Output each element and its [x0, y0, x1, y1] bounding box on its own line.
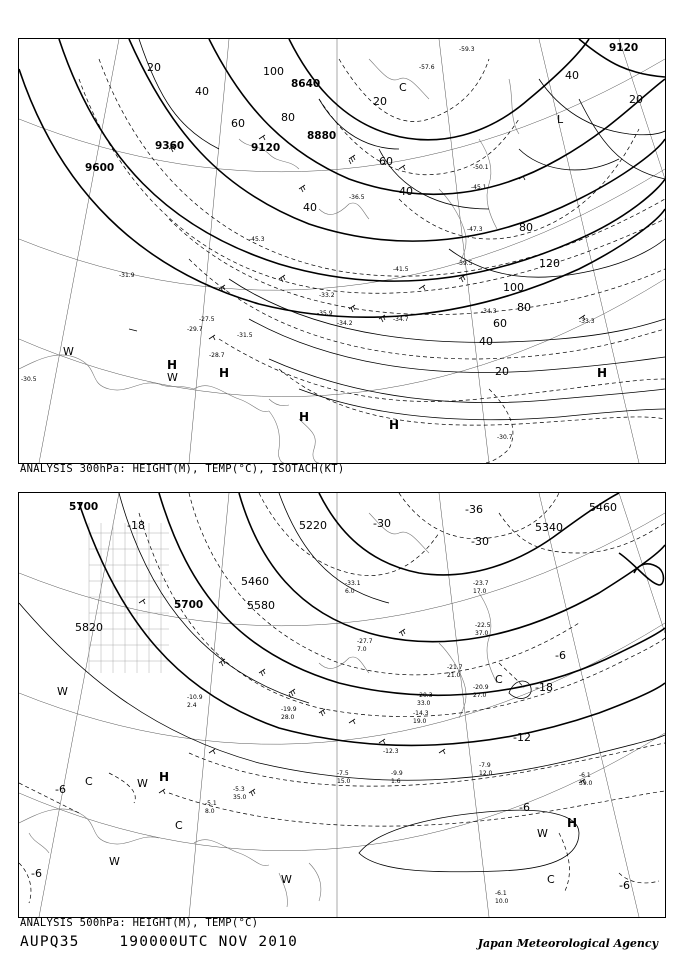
agency-name: Japan Meteorological Agency — [477, 937, 658, 950]
station-label: -6.1 — [579, 772, 591, 779]
temp-label: -33.3 — [579, 318, 595, 325]
isotach-label: 60 — [231, 117, 245, 130]
isotherms — [79, 59, 665, 463]
isotherms — [19, 493, 665, 903]
temp-contour-label: -30 — [373, 517, 391, 530]
station-label: -19.9 — [281, 706, 297, 713]
station-label: 8.0 — [205, 808, 215, 815]
temp-label: -29.7 — [187, 326, 203, 333]
cold-center: C — [85, 775, 93, 788]
station-label: 27.0 — [473, 692, 487, 699]
high-center: H — [597, 366, 608, 380]
isotach-label: 40 — [303, 201, 317, 214]
height-label: 9600 — [85, 162, 115, 174]
chart-500hpa — [18, 492, 666, 918]
station-label: -7.5 — [337, 770, 349, 777]
temp-label: -36.5 — [349, 194, 365, 201]
height-label: 5460 — [241, 575, 269, 588]
temp-label: -34.3 — [481, 308, 497, 315]
height-label: 8880 — [307, 130, 337, 142]
height-labels — [69, 501, 617, 634]
isotach-label: 100 — [503, 281, 524, 294]
isotach-label: 80 — [519, 221, 533, 234]
station-label: 33.0 — [417, 700, 431, 707]
isotach-label: 80 — [281, 111, 295, 124]
height-label: 5820 — [75, 621, 103, 634]
warm-center: W — [167, 371, 178, 384]
station-label: -7.9 — [479, 762, 491, 769]
temp-label: -27.5 — [199, 316, 215, 323]
temp-label: -41.5 — [393, 266, 409, 273]
height-label: 9120 — [251, 142, 281, 154]
height-label: 5220 — [299, 519, 327, 532]
station-label: 19.0 — [413, 718, 427, 725]
station-label: -23.7 — [473, 580, 489, 587]
station-label: -10.9 — [187, 694, 203, 701]
isotach-label: 20 — [495, 365, 509, 378]
high-center: H — [219, 366, 230, 380]
graticule — [19, 493, 665, 917]
temp-label: -30.7 — [497, 434, 513, 441]
temp-contour-label: -12 — [513, 731, 531, 744]
temp-label: -35.9 — [317, 310, 333, 317]
graticule — [19, 39, 665, 463]
product-id: AUPQ35 — [20, 934, 80, 950]
product-header — [20, 934, 298, 950]
pressure-centers — [57, 673, 577, 886]
temp-label: -47.3 — [467, 226, 483, 233]
cold-center: C — [175, 819, 183, 832]
station-label: -22.5 — [475, 622, 491, 629]
isotach-label: 20 — [147, 61, 161, 74]
warm-center: W — [109, 855, 120, 868]
chart-300hpa-svg — [19, 39, 665, 463]
temp-contour-label: -6 — [55, 783, 66, 796]
temp-label: -34.7 — [393, 316, 409, 323]
temp-label: -59.3 — [459, 46, 475, 53]
station-label: 2.4 — [187, 702, 197, 709]
isotach-label: 40 — [479, 335, 493, 348]
station-label: 37.0 — [475, 630, 489, 637]
temp-label: -34.2 — [337, 320, 353, 327]
isotach-label: 40 — [399, 185, 413, 198]
warm-center: W — [57, 685, 68, 698]
low-center: L — [557, 113, 564, 126]
height-label: 5700 — [174, 599, 204, 611]
station-label: -21.7 — [447, 664, 463, 671]
height-label: 5700 — [69, 501, 99, 513]
station-label: 12.0 — [479, 770, 493, 777]
temp-label: -31.5 — [237, 332, 253, 339]
isotach-label: 40 — [565, 69, 579, 82]
station-label: 1.6 — [391, 778, 401, 785]
temp-label: -28.7 — [209, 352, 225, 359]
station-label: 7.0 — [357, 646, 367, 653]
valid-time: 190000UTC NOV 2010 — [119, 934, 299, 950]
station-label: -20.3 — [417, 692, 433, 699]
station-label: 39.0 — [579, 780, 593, 787]
station-label: -33.1 — [345, 580, 361, 587]
chart-500hpa-caption: ANALYSIS 500hPa: HEIGHT(M), TEMP(°C) — [20, 917, 259, 929]
temp-contour-label: -6 — [519, 801, 530, 814]
isotach-label: 60 — [493, 317, 507, 330]
high-center: H — [159, 770, 170, 784]
temp-label: -31.9 — [119, 272, 135, 279]
warm-center: W — [137, 777, 148, 790]
warm-center: W — [281, 873, 292, 886]
height-contours — [79, 493, 665, 745]
height-label: 5460 — [589, 501, 617, 514]
station-label: 28.0 — [281, 714, 295, 721]
temp-contour-label: -36 — [465, 503, 483, 516]
high-center: H — [389, 418, 400, 432]
station-label: 21.0 — [447, 672, 461, 679]
station-label: -6.1 — [495, 890, 507, 897]
height-label: 5580 — [247, 599, 275, 612]
height-label: 9120 — [609, 42, 639, 54]
station-label: -27.7 — [357, 638, 373, 645]
station-label: 35.0 — [233, 794, 247, 801]
height-label: 9360 — [155, 140, 185, 152]
high-center: H — [167, 358, 178, 372]
temp-contour-label: -18 — [535, 681, 553, 694]
temp-label: -33.2 — [319, 292, 335, 299]
station-labels — [187, 580, 593, 905]
temp-contour-label: -6 — [619, 879, 630, 892]
temp-contour-label: -18 — [127, 519, 145, 532]
height-label: 5340 — [535, 521, 563, 534]
station-label: 10.0 — [495, 898, 509, 905]
station-label: -14.3 — [413, 710, 429, 717]
warm-center: W — [537, 827, 548, 840]
isotach-label: 20 — [629, 93, 643, 106]
hatched-area — [89, 523, 169, 673]
station-label: 15.0 — [337, 778, 351, 785]
chart-300hpa — [18, 38, 666, 464]
isotach-label: 20 — [373, 95, 387, 108]
chart-500hpa-svg — [19, 493, 665, 917]
station-label: -9.9 — [391, 770, 403, 777]
isotach-label: 120 — [539, 257, 560, 270]
station-label: -5.3 — [233, 786, 245, 793]
temp-label: -50.1 — [473, 164, 489, 171]
station-label: 6.0 — [345, 588, 355, 595]
station-label: 17.0 — [473, 588, 487, 595]
temp-contour-label: -6 — [31, 867, 42, 880]
high-center: H — [567, 816, 578, 830]
height-label: 8640 — [291, 78, 321, 90]
isotachs — [139, 39, 665, 420]
chart-300hpa-caption: ANALYSIS 300hPa: HEIGHT(M), TEMP(°C), ISOTACH(KT) — [20, 463, 345, 475]
temp-label: -39.5 — [457, 260, 473, 267]
station-label: -12.3 — [383, 748, 399, 755]
isotach-label: 40 — [195, 85, 209, 98]
warm-center: W — [63, 345, 74, 358]
temp-label: -30.5 — [21, 376, 37, 383]
temp-label: -45.3 — [249, 236, 265, 243]
temp-contour-label: -30 — [471, 535, 489, 548]
cold-center: C — [547, 873, 555, 886]
station-label: -20.9 — [473, 684, 489, 691]
isotach-label: 100 — [263, 65, 284, 78]
cold-center: C — [495, 673, 503, 686]
isotach-label: 60 — [379, 155, 393, 168]
temp-contour-label: -6 — [555, 649, 566, 662]
temp-label: -57.6 — [419, 64, 435, 71]
high-center: H — [299, 410, 310, 424]
cold-center: C — [399, 81, 407, 94]
station-label: -5.1 — [205, 800, 217, 807]
temp-label: -45.1 — [471, 184, 487, 191]
isotach-label: 80 — [517, 301, 531, 314]
